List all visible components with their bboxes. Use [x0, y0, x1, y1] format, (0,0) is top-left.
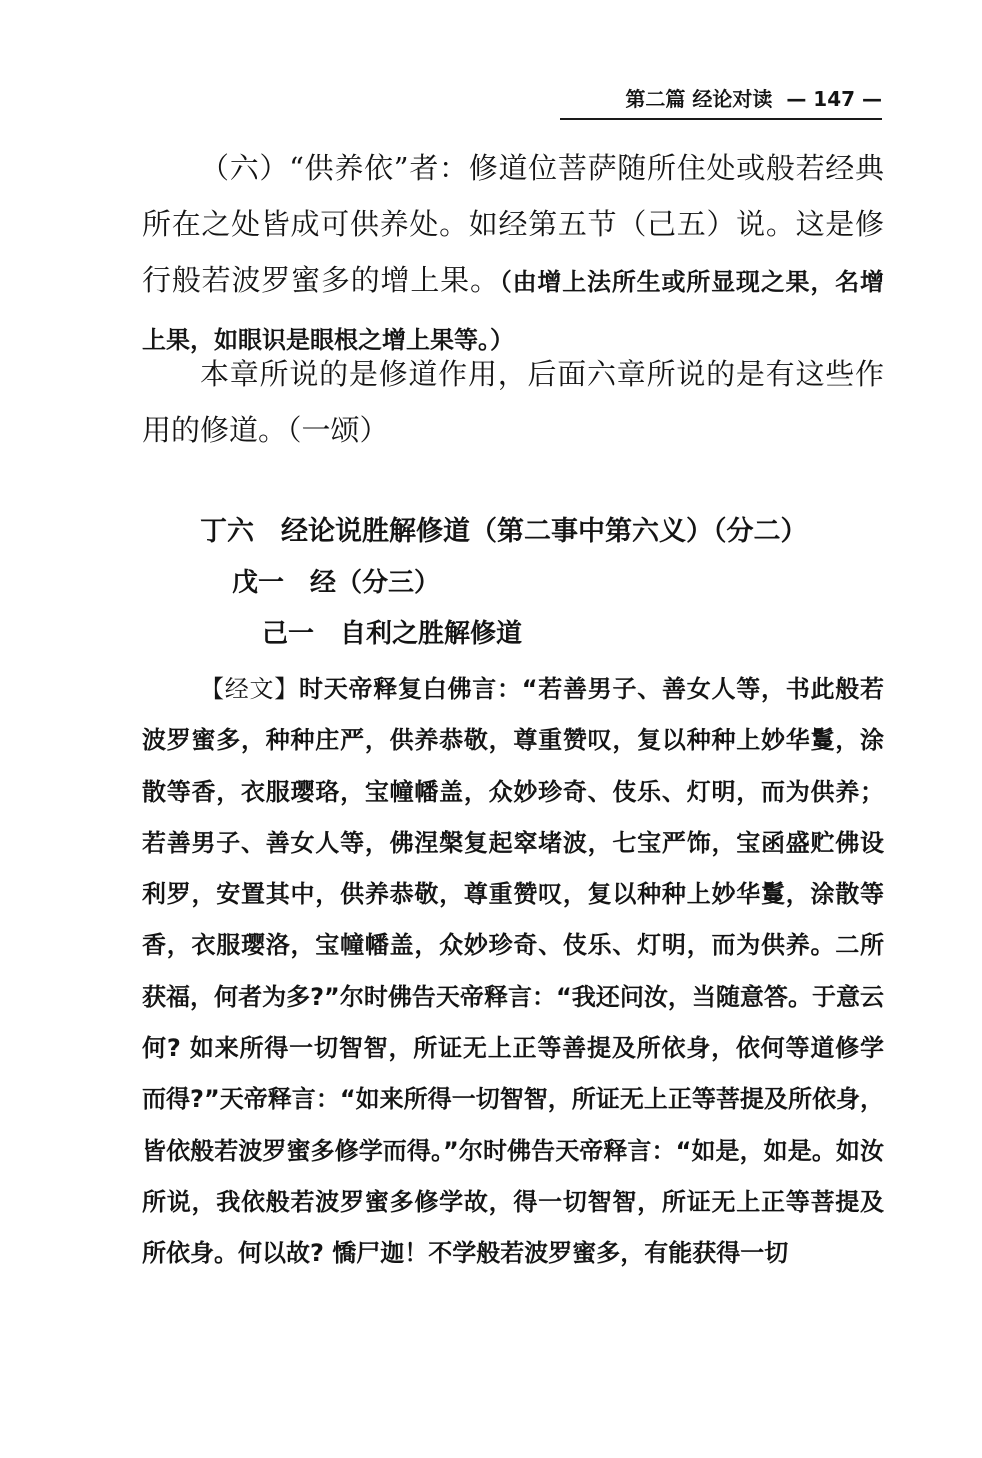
- section-heading-ding6: 丁六 经论说胜解修道（第二事中第六义）（分二）: [200, 516, 808, 547]
- paragraph-chapter-summary: 本章所说的是修道作用，后面六章所说的是有这些作用的修道。（一颂）: [142, 357, 884, 447]
- paragraph-offering-basis-note: （由增上法所生或所显现之果，名增上果，如眼识是眼根之增上果等。）: [142, 267, 884, 354]
- paragraph-offering-basis-text: （六）“供养依”者：修道位菩萨随所住处或般若经典所在之处皆成可供养处。如经第五节（己五）说。这是修行般若波罗蜜多的增上果。: [142, 151, 884, 297]
- paragraph-offering-basis: [142, 140, 884, 368]
- header-page-number: — 147 —: [786, 87, 882, 111]
- sutra-text: 时天帝释复白佛言：“若善男子、善女人等，书此般若波罗蜜多，种种庄严，供养恭敬，尊重赞叹，复以种种上妙华鬘，涂散等香，衣服璎珞，宝幢幡盖，众妙珍奇、伎乐、灯明，而为供养；若善男子、善女人等，佛涅槃复起窣堵波，七宝严饰，宝函盛贮佛设利罗，安置其中，供养恭敬，尊重赞叹，复以种种上妙华鬘，涂散等香，衣服璎洛，宝幢幡盖，众妙珍奇、伎乐、灯明，而为供养。二所获福，何者为多?”尔时佛告天帝释言：“我还问汝，当随意答。于意云何? 如来所得一切智智，所证无上正等善提及所依身，依何等道修学而得?”天帝释言：“如来所得一切智智，所证无上正等菩提及所依身，皆依般若波罗蜜多修学而得。”尔时佛告天帝释言：“如是，如是。如汝所说，我依般若波罗蜜多修学故，得一切智智，所证无上正等菩提及所依身。何以故? 憍尸迦！不学般若波罗蜜多，有能获得一切: [142, 675, 884, 1268]
- sutra-tag: 【经文】: [200, 675, 299, 703]
- sutra-passage: [142, 664, 884, 1280]
- section-heading-ji1: 己一 自利之胜解修道: [262, 619, 523, 649]
- running-header: [560, 84, 882, 120]
- header-section-title: 第二篇 经论对读: [625, 87, 773, 111]
- section-heading-wu1: 戊一 经（分三）: [232, 568, 441, 598]
